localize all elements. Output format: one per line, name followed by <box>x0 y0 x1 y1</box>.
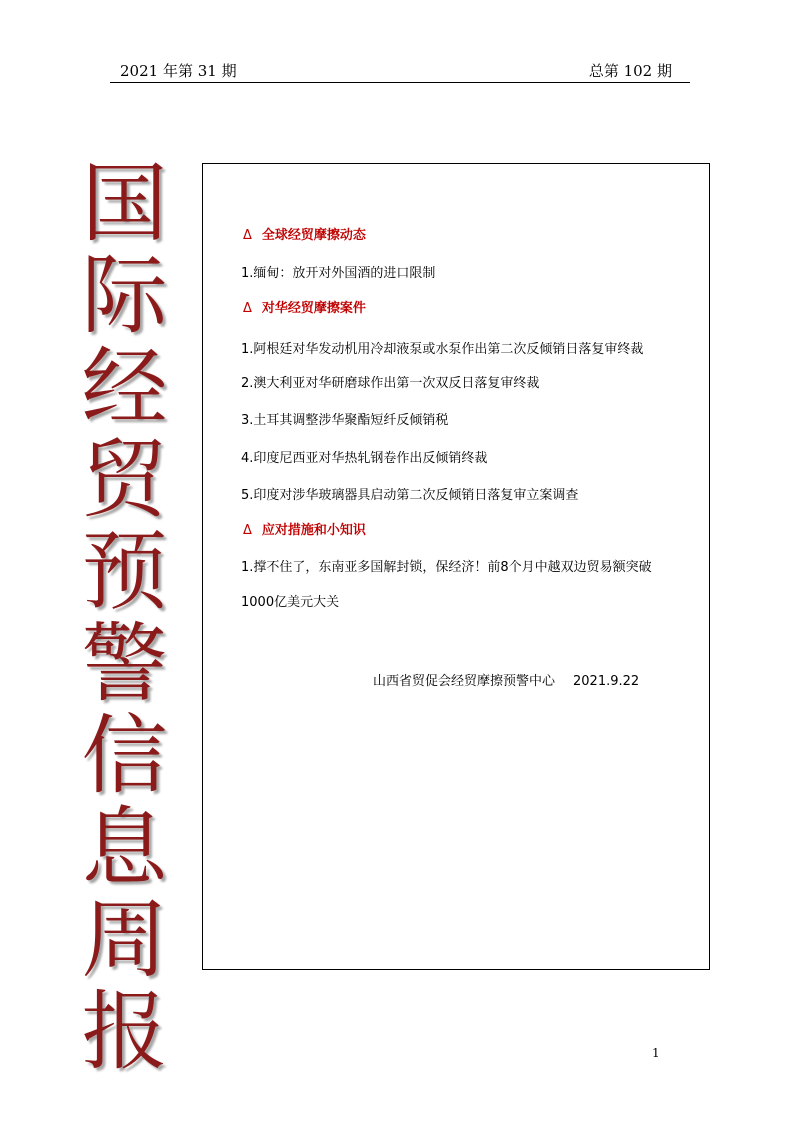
title-char: 息 <box>81 798 168 898</box>
title-char: 预 <box>81 522 168 622</box>
list-item: 4.印度尼西亚对华热轧钢卷作出反倾销终裁 <box>241 451 488 466</box>
title-char: 国 <box>81 154 168 254</box>
footer-signature <box>373 670 639 689</box>
title-char: 经 <box>81 338 168 438</box>
page-header <box>110 58 690 83</box>
section-title: 对华经贸摩擦案件 <box>261 301 366 316</box>
title-char: 报 <box>81 982 168 1082</box>
triangle-icon: Δ <box>243 301 252 316</box>
section-title: 全球经贸摩擦动态 <box>261 228 366 243</box>
section-heading <box>243 297 366 316</box>
vertical-title <box>62 154 187 1082</box>
title-char: 周 <box>81 890 168 990</box>
title-char: 贸 <box>81 430 168 530</box>
triangle-icon: Δ <box>243 228 252 243</box>
issue-number: 2021 年第 31 期 <box>120 62 237 80</box>
triangle-icon: Δ <box>243 523 252 538</box>
contents-box <box>202 163 710 970</box>
list-item: 1.撑不住了，东南亚多国解封锁，保经济！前8个月中越双边贸易额突破 <box>241 560 652 575</box>
list-item: 2.澳大利亚对华研磨球作出第一次双反日落复审终裁 <box>241 376 540 391</box>
section-title: 应对措施和小知识 <box>261 523 366 538</box>
title-char: 信 <box>81 706 168 806</box>
date: 2021.9.22 <box>573 674 640 689</box>
total-issue-number: 总第 102 期 <box>588 62 672 80</box>
organization: 山西省贸促会经贸摩擦预警中心 <box>373 674 556 689</box>
list-item: 1.缅甸：放开对外国酒的进口限制 <box>241 266 436 281</box>
page-number: 1 <box>652 1046 660 1060</box>
list-item: 5.印度对涉华玻璃器具启动第二次反倾销日落复审立案调查 <box>241 488 579 503</box>
list-item: 1.阿根廷对华发动机用冷却液泵或水泵作出第二次反倾销日落复审终裁 <box>241 342 644 357</box>
title-char: 际 <box>81 246 168 346</box>
section-heading <box>243 224 366 243</box>
list-item: 1000亿美元大关 <box>241 595 340 610</box>
title-char: 警 <box>81 614 168 714</box>
section-heading <box>243 519 366 538</box>
list-item: 3.土耳其调整涉华聚酯短纤反倾销税 <box>241 413 449 428</box>
